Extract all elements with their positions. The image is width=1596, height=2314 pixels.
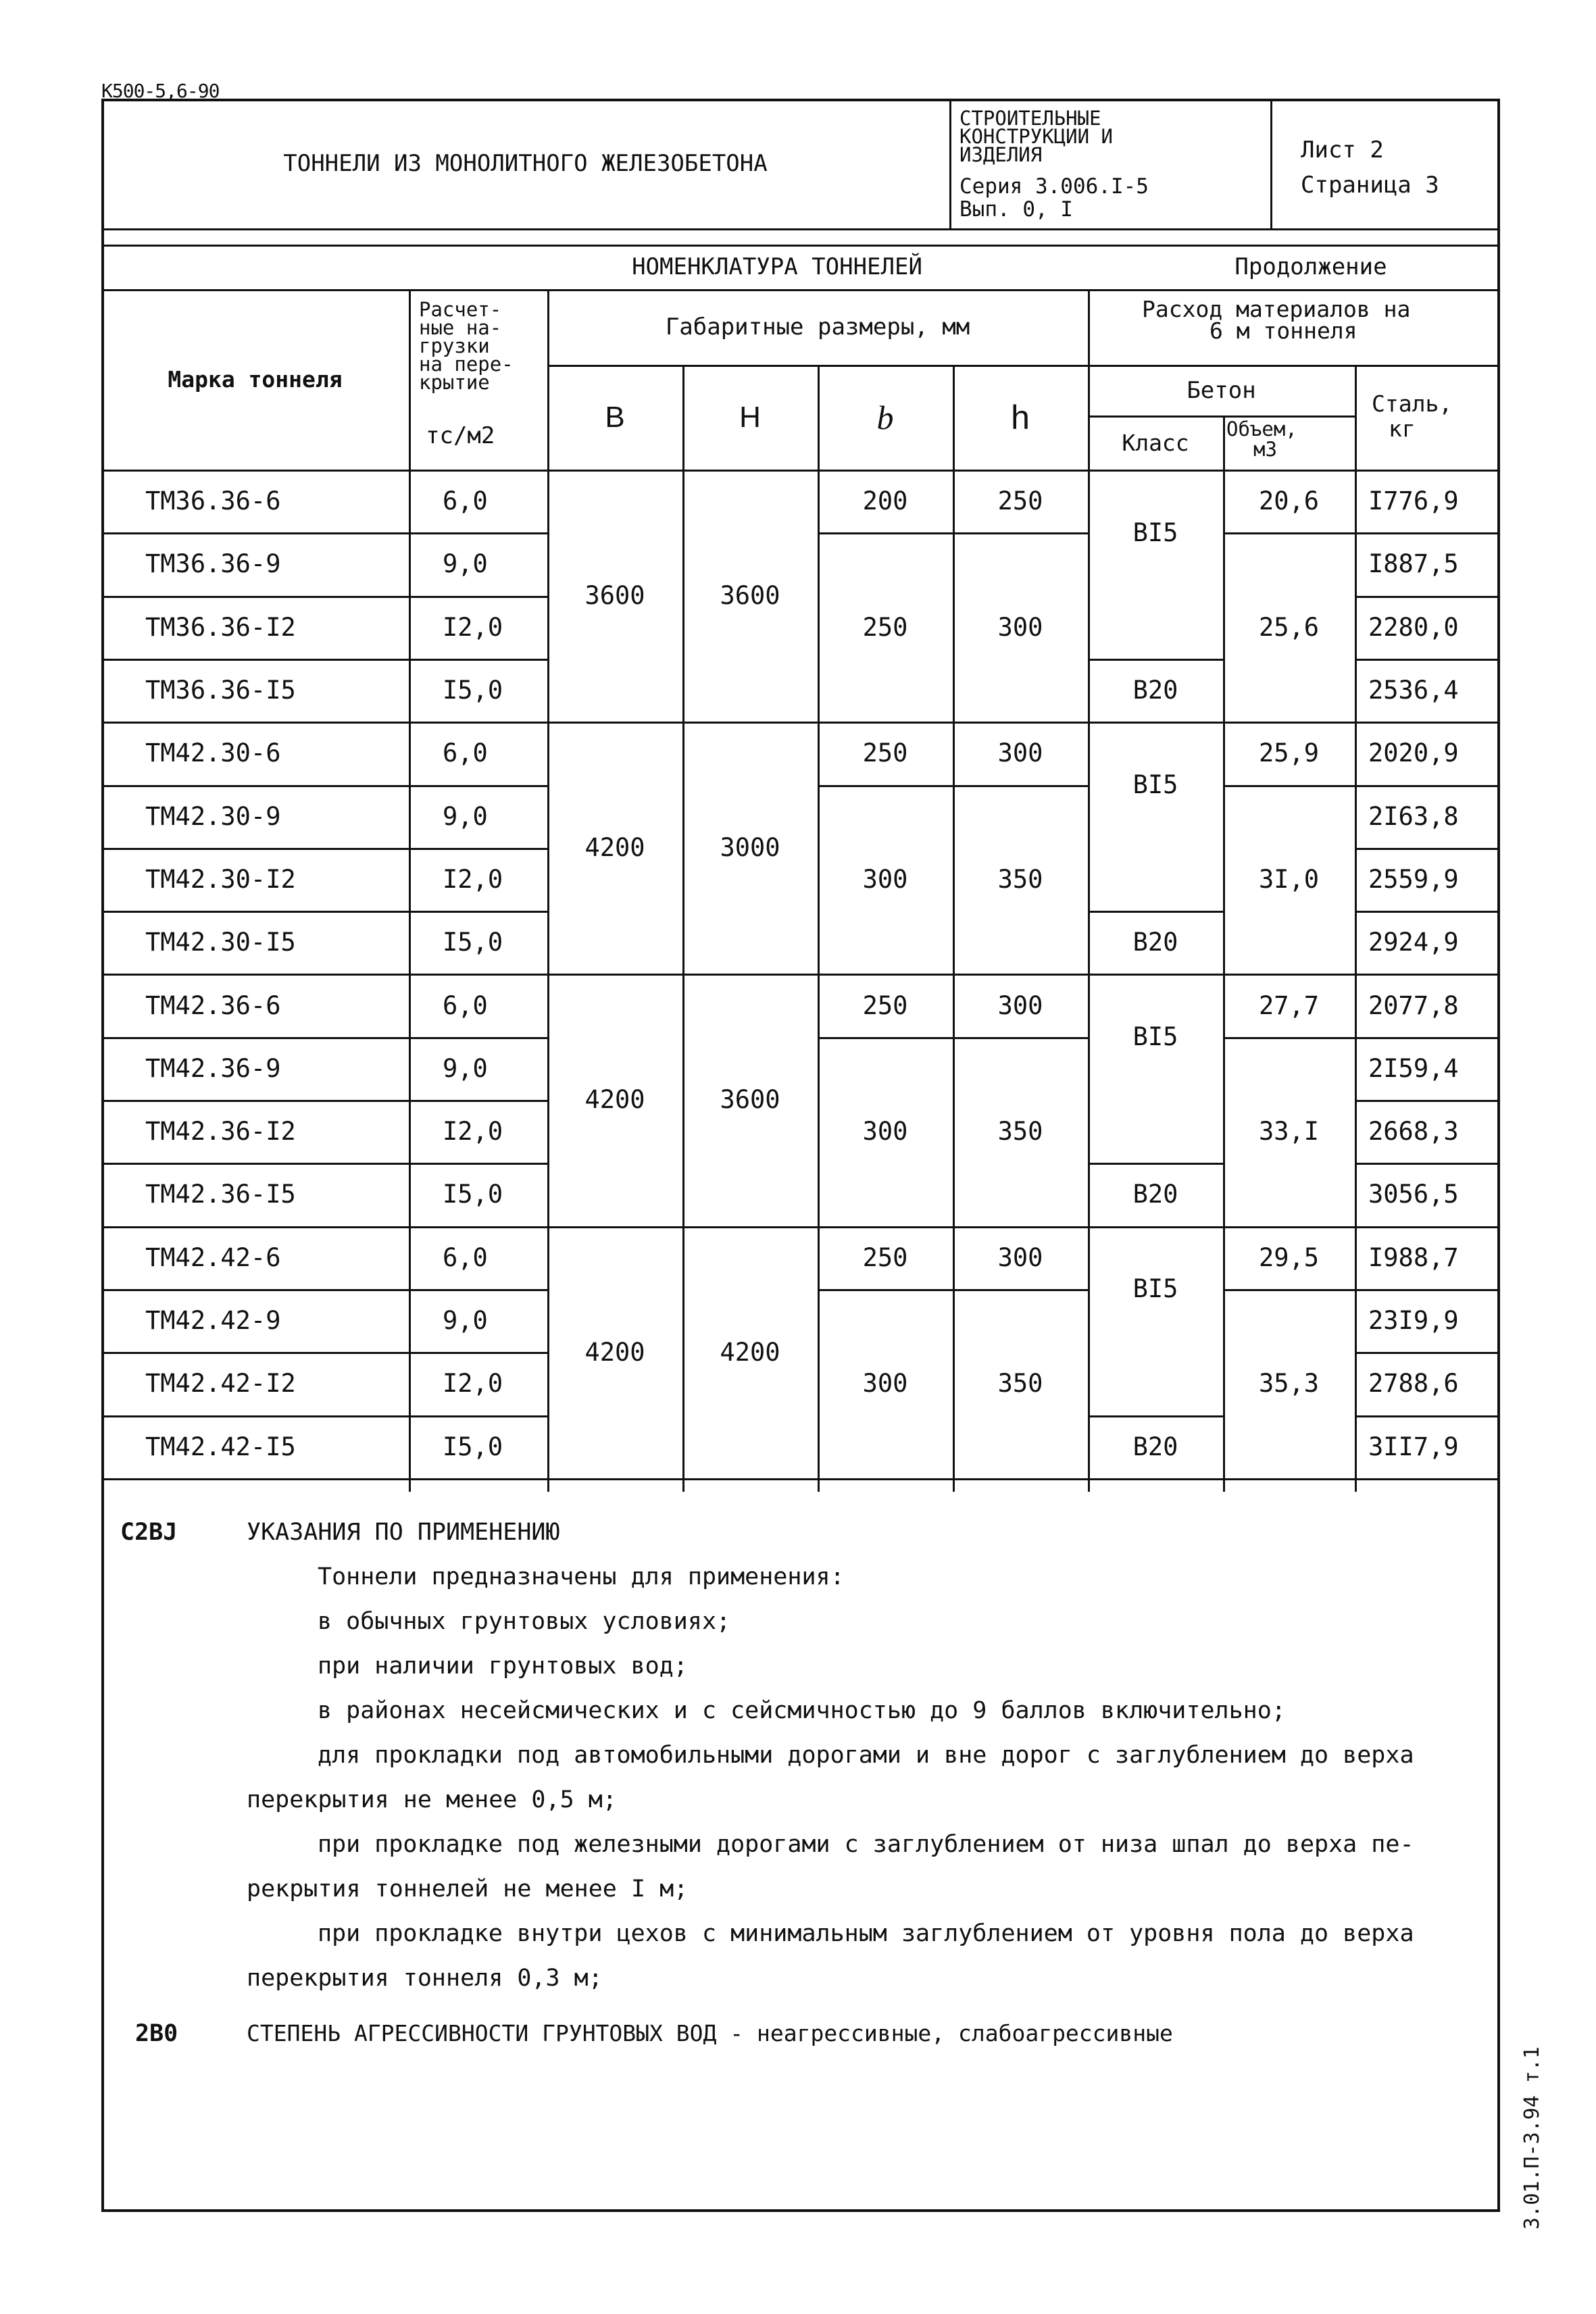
table-cell-load: 6,0 [443, 738, 488, 768]
note-line-8: рекрытия тоннелей не менее I м; [247, 1876, 689, 1903]
table-cell-steel: 2280,0 [1368, 612, 1459, 642]
header-concrete: Бетон [1187, 376, 1256, 404]
table-cell-class-main: BI5 [1132, 1022, 1178, 1052]
note-heading-2 [247, 2020, 1173, 2046]
header-load-line-2: ные на- [419, 316, 502, 339]
page-number: Страница 3 [1301, 172, 1439, 199]
table-cell-steel: 2924,9 [1368, 928, 1459, 957]
note-code-1: С2ВJ [120, 1519, 178, 1546]
table-cell-h-first: 300 [997, 990, 1043, 1020]
table-cell-class-last: B20 [1132, 676, 1178, 705]
table-cell-steel: I776,9 [1368, 486, 1459, 516]
table-cell-H: 4200 [720, 1337, 780, 1367]
series-line-2: КОНСТРУКЦИИ И [959, 125, 1113, 148]
table-cell-b-first: 250 [862, 990, 908, 1020]
table-cell-load: I5,0 [443, 928, 503, 957]
document-code: K500-5,6-90 [101, 80, 220, 102]
side-stamp: 3.01.П-3.94 т.1 [1520, 2046, 1544, 2230]
table-cell-h-rest: 350 [997, 1369, 1043, 1399]
table-cell-B: 3600 [584, 581, 645, 611]
table-caption: НОМЕНКЛАТУРА ТОННЕЛЕЙ [632, 253, 922, 280]
table-cell-steel: 23I9,9 [1368, 1306, 1459, 1336]
table-cell-H: 3600 [720, 1085, 780, 1115]
table-cell-load: I2,0 [443, 1369, 503, 1399]
table-cell-class-main: BI5 [1132, 1274, 1178, 1304]
table-cell-b-first: 250 [862, 1242, 908, 1272]
note-code-2: 2В0 [135, 2020, 178, 2047]
table-cell-load: 6,0 [443, 1242, 488, 1272]
table-cell-load: 9,0 [443, 801, 488, 831]
header-dim-h: h [1011, 398, 1030, 436]
note-line-4: в районах несейсмических и с сейсмичностью до 9 баллов включительно; [318, 1697, 1286, 1724]
table-cell-mark: ТМ42.42-I5 [145, 1432, 296, 1461]
table-cell-h-first: 250 [997, 486, 1043, 516]
table-cell-class-last: B20 [1132, 1432, 1178, 1461]
series-number: Серия 3.006.I-5 [959, 174, 1149, 199]
table-cell-steel: 2I63,8 [1368, 801, 1459, 831]
header-materials-line-2: 6 м тоннеля [1210, 318, 1357, 344]
header-dim-H: Н [739, 400, 761, 434]
table-cell-mark: ТМ42.42-6 [145, 1242, 281, 1272]
table-cell-mark: ТМ42.30-I5 [145, 928, 296, 957]
table-cell-volume-rest: 35,3 [1258, 1369, 1320, 1399]
header-materials-line-1: Расход материалов на [1142, 296, 1411, 322]
table-cell-volume-first: 27,7 [1258, 990, 1320, 1020]
header-load-line-5: крытие [419, 371, 490, 394]
note-line-2: в обычных грунтовых условиях; [318, 1608, 731, 1635]
table-cell-B: 4200 [584, 833, 645, 863]
note-line-1: Тоннели предназначены для применения: [318, 1563, 845, 1590]
table-cell-mark: ТМ36.36-I2 [145, 612, 296, 642]
header-steel-line-1: Сталь, [1372, 391, 1453, 417]
table-cell-H: 3000 [720, 833, 780, 863]
header-class: Класс [1122, 429, 1189, 456]
table-cell-load: I2,0 [443, 612, 503, 642]
table-cell-load: 6,0 [443, 486, 488, 516]
table-cell-H: 3600 [720, 581, 780, 611]
table-cell-steel: 3056,5 [1368, 1180, 1459, 1209]
table-cell-h-rest: 300 [997, 612, 1043, 642]
header-volume-line-1: Объем, [1226, 418, 1297, 441]
table-cell-volume-rest: 33,I [1258, 1117, 1320, 1147]
note-heading-1: УКАЗАНИЯ ПО ПРИМЕНЕНИЮ [247, 1519, 560, 1546]
table-cell-mark: ТМ36.36-9 [145, 549, 281, 579]
table-cell-volume-rest: 3I,0 [1258, 864, 1320, 894]
issue-number: Вып. 0, I [959, 197, 1073, 222]
aggressiveness-heading: СТЕПЕНЬ АГРЕССИВНОСТИ ГРУНТОВЫХ ВОД [247, 2020, 717, 2046]
table-cell-load: I5,0 [443, 1180, 503, 1209]
table-cell-volume-rest: 25,6 [1258, 612, 1320, 642]
note-line-3: при наличии грунтовых вод; [318, 1653, 688, 1680]
table-cell-h-first: 300 [997, 1242, 1043, 1272]
header-volume-line-2: м3 [1253, 438, 1277, 461]
table-cell-steel: 2559,9 [1368, 864, 1459, 894]
table-cell-h-rest: 350 [997, 1117, 1043, 1147]
table-cell-b-first: 250 [862, 738, 908, 768]
table-cell-h-rest: 350 [997, 864, 1043, 894]
note-line-9: при прокладке внутри цехов с минимальным заглублением от уровня пола до верха [318, 1920, 1414, 1947]
aggressiveness-value: - неагрессивные, слабоагрессивные [716, 2020, 1173, 2046]
table-cell-mark: ТМ42.36-9 [145, 1053, 281, 1083]
table-cell-mark: ТМ42.42-9 [145, 1306, 281, 1336]
header-load-unit: тс/м2 [426, 422, 495, 449]
table-cell-mark: ТМ42.36-I5 [145, 1180, 296, 1209]
table-cell-load: 9,0 [443, 1306, 488, 1336]
table-cell-mark: ТМ42.36-I2 [145, 1117, 296, 1147]
table-cell-b-first: 200 [862, 486, 908, 516]
header-load-line-4: на пере- [419, 353, 514, 376]
table-cell-load: 6,0 [443, 990, 488, 1020]
table-cell-steel: 2I59,4 [1368, 1053, 1459, 1083]
note-line-10: перекрытия тоннеля 0,3 м; [247, 1965, 603, 1992]
table-cell-load: 9,0 [443, 1053, 488, 1083]
table-cell-steel: 3II7,9 [1368, 1432, 1459, 1461]
table-cell-b-rest: 300 [862, 1117, 908, 1147]
note-line-6: перекрытия не менее 0,5 м; [247, 1786, 617, 1813]
row-divider [101, 1478, 1500, 1480]
table-cell-mark: ТМ36.36-I5 [145, 676, 296, 705]
continuation-label: Продолжение [1235, 253, 1387, 280]
header-dim-B: В [605, 400, 625, 434]
table-cell-load: I2,0 [443, 864, 503, 894]
note-line-5: для прокладки под автомобильными дорогами и вне дорог с заглублением до верха [318, 1742, 1414, 1769]
table-cell-volume-first: 29,5 [1258, 1242, 1320, 1272]
table-cell-mark: ТМ42.30-I2 [145, 864, 296, 894]
table-cell-volume-first: 20,6 [1258, 486, 1320, 516]
table-cell-load: 9,0 [443, 549, 488, 579]
table-cell-b-rest: 250 [862, 612, 908, 642]
table-cell-b-rest: 300 [862, 864, 908, 894]
table-cell-h-first: 300 [997, 738, 1043, 768]
header-mark: Марка тоннеля [168, 366, 343, 393]
table-cell-load: I5,0 [443, 676, 503, 705]
table-cell-mark: ТМ36.36-6 [145, 486, 281, 516]
table-cell-class-main: BI5 [1132, 770, 1178, 799]
table-cell-steel: 2668,3 [1368, 1117, 1459, 1147]
table-cell-steel: 2536,4 [1368, 676, 1459, 705]
table-cell-load: I2,0 [443, 1117, 503, 1147]
sheet-number: Лист 2 [1301, 136, 1384, 164]
table-cell-steel: 2077,8 [1368, 990, 1459, 1020]
table-cell-steel: 2020,9 [1368, 738, 1459, 768]
header-load-line-3: грузки [419, 334, 490, 357]
header-steel-line-2: кг [1389, 416, 1416, 442]
table-cell-volume-first: 25,9 [1258, 738, 1320, 768]
table-cell-load: I5,0 [443, 1432, 503, 1461]
table-cell-B: 4200 [584, 1337, 645, 1367]
document-title: ТОННЕЛИ ИЗ МОНОЛИТНОГО ЖЕЛЕЗОБЕТОНА [283, 150, 768, 177]
series-line-3: ИЗДЕЛИЯ [959, 143, 1043, 166]
table-cell-steel: I887,5 [1368, 549, 1459, 579]
table-cell-steel: 2788,6 [1368, 1369, 1459, 1399]
header-dim-b: b [876, 398, 894, 436]
table-cell-mark: ТМ42.36-6 [145, 990, 281, 1020]
table-cell-class-last: B20 [1132, 928, 1178, 957]
header-load-line-1: Расчет- [419, 298, 502, 321]
table-cell-steel: I988,7 [1368, 1242, 1459, 1272]
note-line-7: при прокладке под железными дорогами с заглублением от низа шпал до верха пе- [318, 1831, 1414, 1858]
table-cell-class-main: BI5 [1132, 518, 1178, 547]
table-cell-mark: ТМ42.30-6 [145, 738, 281, 768]
table-cell-mark: ТМ42.42-I2 [145, 1369, 296, 1399]
table-cell-B: 4200 [584, 1085, 645, 1115]
series-line-1: СТРОИТЕЛЬНЫЕ [959, 107, 1101, 130]
table-cell-mark: ТМ42.30-9 [145, 801, 281, 831]
table-cell-b-rest: 300 [862, 1369, 908, 1399]
table-cell-class-last: B20 [1132, 1180, 1178, 1209]
header-dimensions: Габаритные размеры, мм [665, 313, 970, 341]
